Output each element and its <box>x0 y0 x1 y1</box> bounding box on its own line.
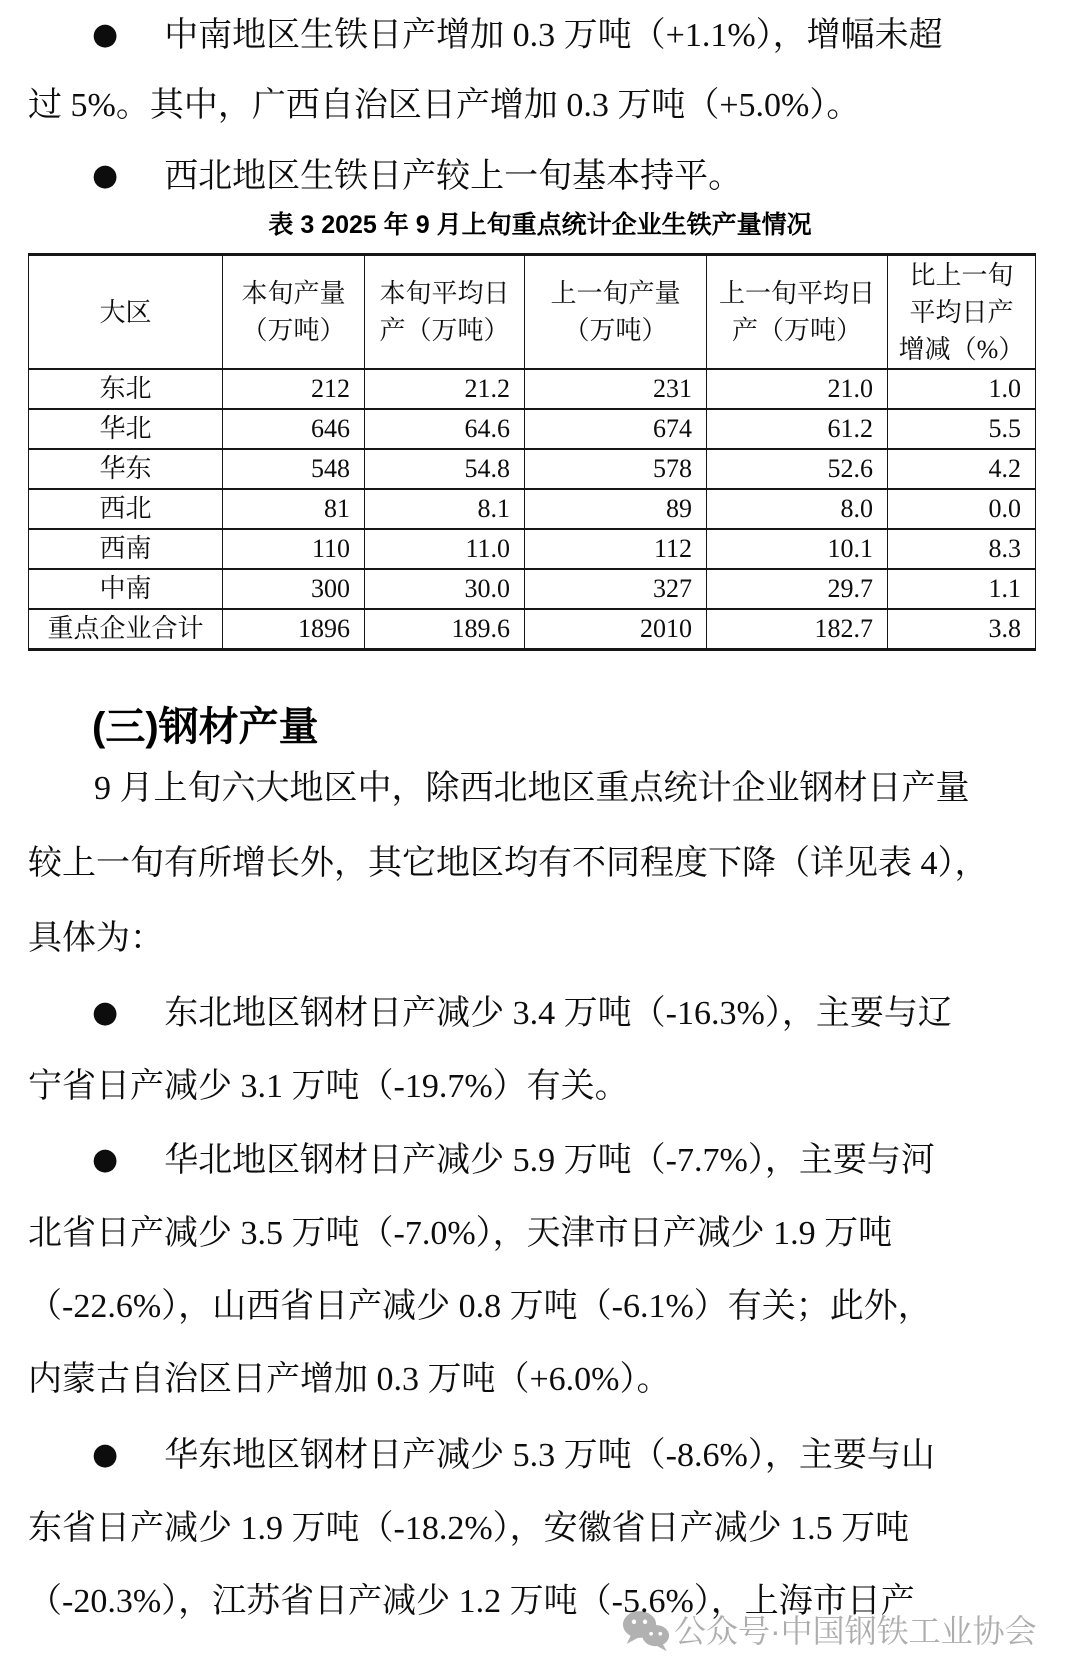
table-cell: 61.2 <box>707 409 888 449</box>
text-line: 过 5%。其中，广西自治区日产增加 0.3 万吨（+5.0%）。 <box>28 87 861 124</box>
bullet-icon: ● <box>92 158 119 193</box>
table-cell: 21.0 <box>707 369 888 409</box>
text-line: 西北地区生铁日产较上一旬基本持平。 <box>164 158 743 195</box>
bullet-icon: ● <box>92 1437 119 1472</box>
table-cell: 1.0 <box>888 369 1036 409</box>
bullet-item <box>28 976 1052 1123</box>
table-row <box>29 409 1036 449</box>
document-content <box>28 0 1052 1638</box>
text-line: （-22.6%），山西省日产减少 0.8 万吨（-6.1%）有关；此外， <box>28 1288 932 1325</box>
text-line: （-20.3%），江苏省日产减少 1.2 万吨（-5.6%），上海市日产 <box>28 1583 915 1620</box>
bullet-icon: ● <box>92 995 119 1030</box>
bullet-icon: ● <box>92 17 119 52</box>
text-line: 9 月上旬六大地区中，除西北地区重点统计企业钢材日产量 <box>94 770 970 807</box>
bullet-item <box>28 141 1052 212</box>
table-row <box>29 369 1036 409</box>
table-cell: 52.6 <box>707 449 888 489</box>
text-line: 华北地区钢材日产减少 5.9 万吨（-7.7%），主要与河 <box>164 1142 935 1179</box>
table-cell: 112 <box>525 529 707 569</box>
bullet-item <box>28 1418 1052 1638</box>
column-header: 比上一旬平均日产增减（%） <box>888 255 1036 370</box>
table-cell: 327 <box>525 569 707 609</box>
section-intro <box>28 751 1052 976</box>
text-line: 内蒙古自治区日产增加 0.3 万吨（+6.0%）。 <box>28 1361 671 1398</box>
text-line: 较上一旬有所增长外，其它地区均有不同程度下降（详见表 4）， <box>28 845 989 882</box>
table-cell: 华北 <box>29 409 223 449</box>
table-row <box>29 449 1036 489</box>
table-cell: 8.0 <box>707 489 888 529</box>
table-row <box>29 569 1036 609</box>
bullet-text <box>164 158 742 195</box>
table-cell: 华东 <box>29 449 223 489</box>
table-row <box>29 529 1036 569</box>
table-cell: 29.7 <box>707 569 888 609</box>
text-line: 华东地区钢材日产减少 5.3 万吨（-8.6%），主要与山 <box>164 1437 935 1474</box>
column-header: 上一旬产量（万吨） <box>525 255 707 370</box>
table-cell: 189.6 <box>365 609 525 650</box>
column-header: 上一旬平均日产（万吨） <box>707 255 888 370</box>
table-cell: 3.8 <box>888 609 1036 650</box>
table-cell: 1896 <box>223 609 365 650</box>
table-cell: 110 <box>223 529 365 569</box>
table-cell: 89 <box>525 489 707 529</box>
text-line: 中南地区生铁日产增加 0.3 万吨（+1.1%），增幅未超 <box>164 17 943 54</box>
table-cell: 212 <box>223 369 365 409</box>
table-row <box>29 489 1036 529</box>
text-line: 东北地区钢材日产减少 3.4 万吨（-16.3%），主要与辽 <box>164 995 952 1032</box>
table-cell: 30.0 <box>365 569 525 609</box>
column-header: 本旬产量（万吨） <box>223 255 365 370</box>
text-line: 东省日产减少 1.9 万吨（-18.2%），安徽省日产减少 1.5 万吨 <box>28 1510 910 1547</box>
text-line: 北省日产减少 3.5 万吨（-7.0%），天津市日产减少 1.9 万吨 <box>28 1215 893 1252</box>
text-line: 具体为： <box>28 920 164 957</box>
table-cell: 中南 <box>29 569 223 609</box>
table-cell: 646 <box>223 409 365 449</box>
header-row <box>29 255 1036 370</box>
table-cell: 西南 <box>29 529 223 569</box>
watermark-text: 公众号·中国钢铁工业协会 <box>674 1613 1037 1649</box>
table-row <box>29 609 1036 650</box>
bullet-item <box>28 0 1052 141</box>
table-cell: 578 <box>525 449 707 489</box>
bullet-text <box>28 995 952 1105</box>
column-header: 本旬平均日产（万吨） <box>365 255 525 370</box>
pig-iron-production-table <box>28 253 1036 651</box>
bullet-text <box>28 1437 935 1620</box>
table-cell: 21.2 <box>365 369 525 409</box>
bullet-icon: ● <box>92 1142 119 1177</box>
bullet-item <box>28 1123 1052 1416</box>
table-cell: 10.1 <box>707 529 888 569</box>
table-cell: 548 <box>223 449 365 489</box>
table-cell: 11.0 <box>365 529 525 569</box>
table-cell: 81 <box>223 489 365 529</box>
table-cell: 0.0 <box>888 489 1036 529</box>
bullet-text <box>28 1142 935 1398</box>
table-cell: 231 <box>525 369 707 409</box>
table-cell: 1.1 <box>888 569 1036 609</box>
table-cell: 54.8 <box>365 449 525 489</box>
table-cell: 东北 <box>29 369 223 409</box>
table-cell: 300 <box>223 569 365 609</box>
table-cell: 5.5 <box>888 409 1036 449</box>
table-cell: 182.7 <box>707 609 888 650</box>
table-cell: 8.1 <box>365 489 525 529</box>
table-cell: 674 <box>525 409 707 449</box>
table-caption: 表 3 2025 年 9 月上旬重点统计企业生铁产量情况 <box>268 211 812 239</box>
table-cell: 64.6 <box>365 409 525 449</box>
bullet-text <box>28 17 943 124</box>
table-cell: 重点企业合计 <box>29 609 223 650</box>
table-cell: 2010 <box>525 609 707 650</box>
table-cell: 西北 <box>29 489 223 529</box>
section-heading: (三)钢材产量 <box>92 705 319 749</box>
table-cell: 8.3 <box>888 529 1036 569</box>
column-header: 大区 <box>29 255 223 370</box>
text-line: 宁省日产减少 3.1 万吨（-19.7%）有关。 <box>28 1068 629 1105</box>
table-cell: 4.2 <box>888 449 1036 489</box>
